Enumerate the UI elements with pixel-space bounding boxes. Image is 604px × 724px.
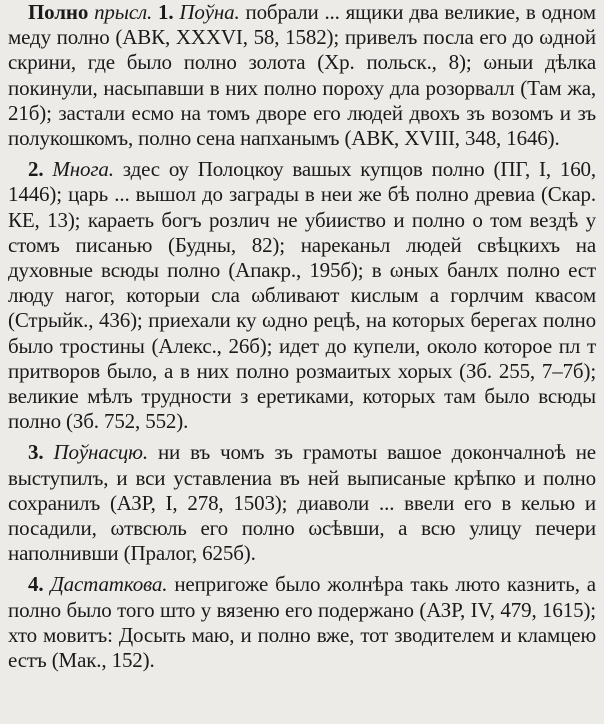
sense-gloss: Многа. xyxy=(52,157,114,182)
headword: Полно xyxy=(28,0,89,24)
sense-number: 4. xyxy=(28,572,44,597)
sense-text: ни въ чомъ зъ грамоты вашое докончалноѣ не выступилъ, и вси уставлениа въ ней выписаные крѣпко и полно сохранилъ (АЗР, I, 278, 1503); диаволи ... ввели его в келью и посадили, ωтвсюль его полно ωсѣвши, а всю улицу печери наполнивши (Пралог, 625б). xyxy=(8,440,596,566)
sense-gloss: Дастаткова. xyxy=(50,572,168,597)
sense-text: побрали ... ящики два великие, в одном меду полно (АВК, XXXVI, 58, 1582); привелъ посла его до ωдной скрини, где было полно золота (Хр. польск., 8); ωныи дѣлка покинули, насыпавши в них полно пороху дла розорвалл (Там жа, 21б); застали есмо на томъ дворе его людей двохъ зъ возомъ и зъ полукошкомъ, полно сена напханымъ (АВК, XVIII, 348, 1646). xyxy=(8,0,596,151)
sense-text: непригоже было жолнѣра такь люто казнить, а полно было того што у вязеню его подержано (АЗР, IV, 479, 1615); хто мовитъ: Досыть маю, и полно вже, тот зводителем и кламцею естъ (Мак., 152). xyxy=(8,572,596,673)
part-of-speech: прысл. xyxy=(94,0,153,24)
sense-number: 2. xyxy=(28,157,44,182)
sense-4 xyxy=(8,572,596,673)
sense-3 xyxy=(8,440,596,566)
sense-number: 3. xyxy=(28,440,44,465)
sense-text: здес оу Полоцкоу вашых купцов полно (ПГ, I, 160, 1446); царь ... вышол до заграды в неи же бѣ полно древиа (Скар. КЕ, 13); караеть богъ розлич не убииство и полно о том вездѣ у стомъ писанью (Будны, 82); нареканьл людей свѣцкихъ на духовные всюды полно (Апакр., 195б); в ωных банлх полно ест люду нагог, которыи сла ωбливают кислым а горлчим квасом (Стрыйк., 436); приехали ку ωдно рецѣ, на которых берегах полно было тростины (Алекс., 26б); идет до купели, около которое пл т притворов было, а в них полно розмаитых хорых (Зб. 255, 7–7б); великие мѣлъ трудности з еретиками, которых там было всюды полно (Зб. 752, 552). xyxy=(8,157,596,434)
sense-gloss: Поўнасцю. xyxy=(53,440,148,465)
sense-gloss: Поўна. xyxy=(179,0,240,24)
sense-1 xyxy=(8,0,596,151)
sense-number: 1. xyxy=(158,0,174,24)
sense-2 xyxy=(8,157,596,434)
